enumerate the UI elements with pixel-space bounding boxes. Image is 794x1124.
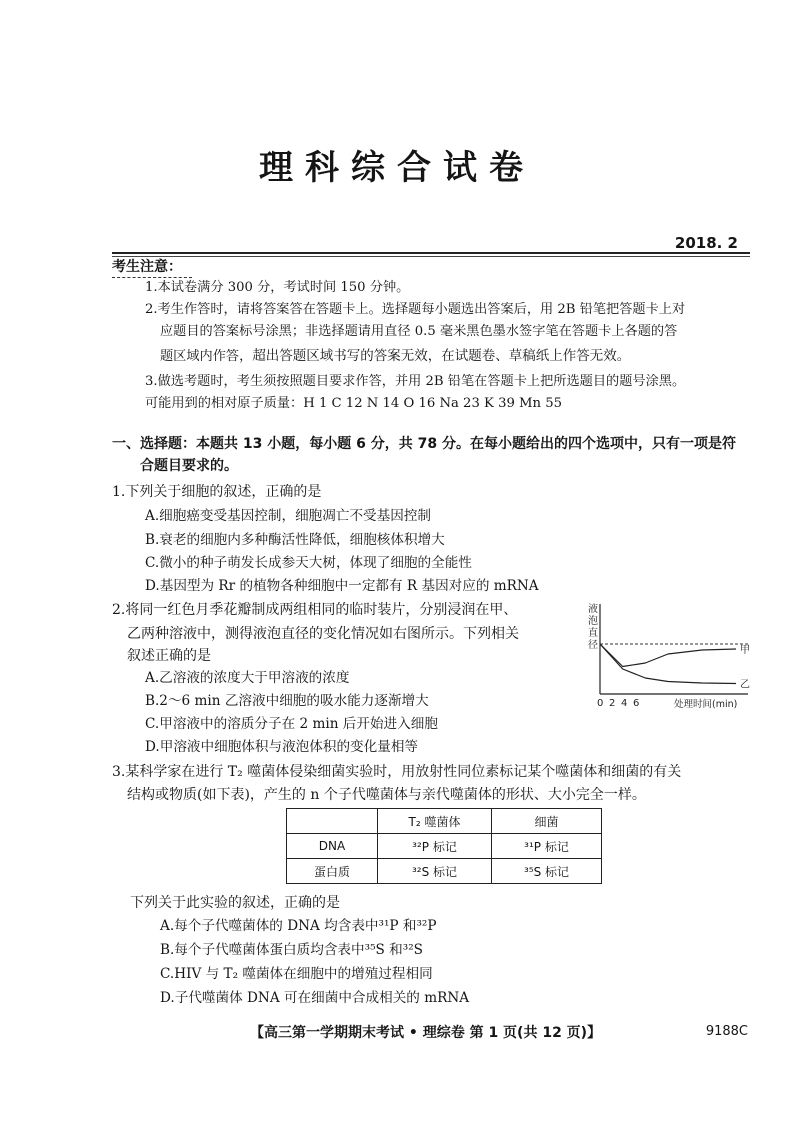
q3-stem-line-1: 3.某科学家在进行 T₂ 噬菌体侵染细菌实验时，用放射性同位素标记某个噬菌体和细菌的有关 <box>112 764 682 780</box>
notice-line-3: 应题目的答案标号涂黑；非选择题请用直径 0.5 毫米黑色墨水签字笔在答题卡上各题的答 <box>160 324 678 339</box>
table-header-row <box>287 809 602 834</box>
x-tick-label: 2 <box>609 698 616 709</box>
header-divider <box>112 252 750 254</box>
q1-option-c: C.微小的种子萌发长成参天大树，体现了细胞的全能性 <box>145 555 472 571</box>
q1-stem: 1.下列关于细胞的叙述，正确的是 <box>112 484 322 500</box>
table-header-cell <box>287 809 378 834</box>
paper-code: 9188C <box>705 1024 748 1039</box>
exam-date: 2018. 2 <box>674 234 738 252</box>
table-cell: ³²S 标记 <box>378 859 492 884</box>
q3-option-b: B.每个子代噬菌体蛋白质均含表中³⁵S 和³²S <box>160 942 423 958</box>
header-divider-thin <box>112 256 750 257</box>
table-row <box>287 859 602 884</box>
table-cell: ³⁵S 标记 <box>492 859 602 884</box>
y-axis-label-char: 液 <box>588 604 598 615</box>
q2-option-a: A.乙溶液的浓度大于甲溶液的浓度 <box>145 670 350 686</box>
q1-option-d: D.基因型为 Rr 的植物各种细胞中一定都有 R 基因对应的 mRNA <box>145 578 539 594</box>
q1-option-a: A.细胞癌变受基因控制，细胞凋亡不受基因控制 <box>145 508 432 524</box>
q2-stem-line-3: 叙述正确的是 <box>127 648 211 664</box>
q3-stem-line-2: 结构或物质(如下表)，产生的 n 个子代噬菌体与亲代噬菌体的形状、大小完全一样。 <box>127 787 646 803</box>
notice-line-4-text: 题区域内作答， <box>160 349 253 364</box>
section-heading-line-2: 合题目要求的。 <box>140 458 238 474</box>
table-cell: 蛋白质 <box>287 859 378 884</box>
notice-line-1: 1.本试卷满分 300 分，考试时间 150 分钟。 <box>145 280 410 295</box>
atomic-mass-line: 可能用到的相对原子质量：H 1 C 12 N 14 O 16 Na 23 K 39 Mn 55 <box>145 396 563 411</box>
q2-option-c: C.甲溶液中的溶质分子在 2 min 后开始进入细胞 <box>145 716 438 732</box>
q2-option-b: B.2～6 min 乙溶液中细胞的吸水能力逐渐增大 <box>145 693 429 709</box>
table-cell: ³¹P 标记 <box>492 834 602 859</box>
section-heading-line-1: 一、选择题：本题共 13 小题，每小题 6 分，共 78 分。在每小题给出的四个选项中，只有一项是符 <box>112 436 736 452</box>
x-tick-label: 0 <box>597 698 604 709</box>
x-tick-label: 4 <box>621 698 628 709</box>
labeling-table <box>286 808 602 884</box>
x-tick-label: 6 <box>633 698 640 709</box>
table-header-cell: 细菌 <box>492 809 602 834</box>
q1-option-b: B.衰老的细胞内多种酶活性降低，细胞核体积增大 <box>145 532 445 548</box>
q2-stem-line-2: 乙两种溶液中，测得液泡直径的变化情况如右图所示。下列相关 <box>127 626 519 642</box>
notice-emphasis: 超出答题区域书写的答案无效，在试题卷、草稿纸上作答无效。 <box>252 348 631 364</box>
table-cell: ³²P 标记 <box>378 834 492 859</box>
table-row <box>287 834 602 859</box>
page-title: 理科综合试卷 <box>259 148 535 188</box>
x-axis-label: 处理时间(min) <box>674 699 738 710</box>
q2-option-d: D.甲溶液中细胞体积与液泡体积的变化量相等 <box>145 739 419 755</box>
notice-heading: 考生注意： <box>112 256 182 276</box>
q3-option-d: D.子代噬菌体 DNA 可在细菌中合成相关的 mRNA <box>160 990 470 1006</box>
series-label-2: 乙 <box>740 679 750 691</box>
q3-lead: 下列关于此实验的叙述，正确的是 <box>130 895 340 911</box>
q3-option-c: C.HIV 与 T₂ 噬菌体在细胞中的增殖过程相同 <box>160 966 433 982</box>
table-cell: DNA <box>287 834 378 859</box>
y-axis-label-char: 泡 <box>588 616 598 627</box>
q3-option-a: A.每个子代噬菌体的 DNA 均含表中³¹P 和³²P <box>160 918 437 934</box>
series-label-1: 甲 <box>740 645 750 656</box>
notice-line-5: 3.做选考题时，考生须按照题目要求作答，并用 2B 铅笔在答题卡上把所选题目的题号涂黑。 <box>145 374 686 389</box>
page-footer: 【高三第一学期期末考试 • 理综卷 第 1 页(共 12 页)】 <box>250 1025 602 1041</box>
notice-line-2: 2.考生作答时，请将答案答在答题卡上。选择题每小题选出答案后，用 2B 铅笔把答题卡上对 <box>145 302 686 317</box>
y-axis-label-char: 直 <box>588 628 598 639</box>
series-line-1 <box>600 644 736 667</box>
notice-line-4 <box>160 346 630 367</box>
y-axis-label-char: 径 <box>588 640 598 651</box>
q2-stem-line-1: 2.将同一红色月季花瓣制成两组相同的临时装片，分别浸润在甲、 <box>112 602 518 618</box>
table-header-cell: T₂ 噬菌体 <box>378 809 492 834</box>
vacuole-diameter-chart <box>586 600 758 718</box>
